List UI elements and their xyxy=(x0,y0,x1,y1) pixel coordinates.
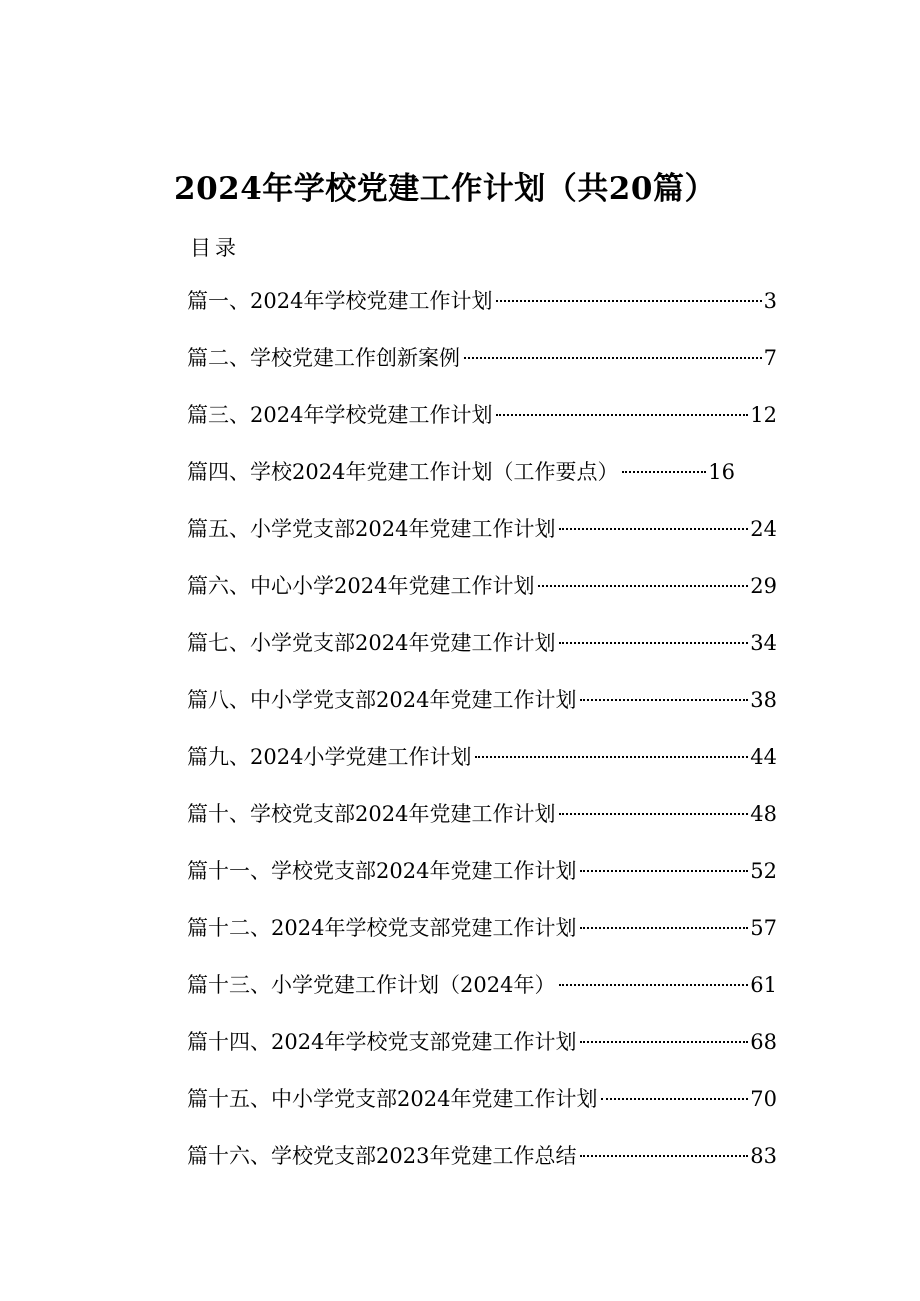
toc-entry-page-number: 68 xyxy=(750,1030,777,1054)
toc-entry[interactable] xyxy=(187,513,777,570)
dot-leader xyxy=(496,300,761,302)
toc-entry-title: 篇十三、小学党建工作计划（2024年） xyxy=(187,973,556,997)
toc-entry-page-number: 83 xyxy=(750,1144,777,1168)
dot-leader xyxy=(622,471,706,473)
dot-leader xyxy=(580,699,748,701)
toc-entry-title: 篇六、中心小学2024年党建工作计划 xyxy=(187,574,535,598)
toc-entry[interactable] xyxy=(187,1140,777,1197)
toc-entry-title: 篇十二、2024年学校党支部党建工作计划 xyxy=(187,916,577,940)
toc-entry[interactable] xyxy=(187,570,777,627)
toc-entry[interactable] xyxy=(187,912,777,969)
dot-leader xyxy=(559,984,748,986)
toc-entry-title: 篇十一、学校党支部2024年党建工作计划 xyxy=(187,859,577,883)
toc-entry-page-number: 34 xyxy=(750,631,777,655)
toc-entry-page-number: 44 xyxy=(750,745,777,769)
toc-entry-page-number: 24 xyxy=(750,517,777,541)
toc-entry[interactable] xyxy=(187,627,777,684)
dot-leader xyxy=(580,927,748,929)
dot-leader xyxy=(538,585,748,587)
toc-entry-page-number: 61 xyxy=(750,973,777,997)
toc-heading: 目录 xyxy=(190,236,240,260)
toc-entry-title: 篇九、2024小学党建工作计划 xyxy=(187,745,472,769)
dot-leader xyxy=(559,813,748,815)
toc-entry-page-number: 3 xyxy=(763,289,777,313)
toc-entry-title: 篇二、学校党建工作创新案例 xyxy=(187,346,460,370)
toc-entry[interactable] xyxy=(187,969,777,1026)
toc-entry[interactable] xyxy=(187,684,777,741)
dot-leader xyxy=(580,870,748,872)
toc-entry-page-number: 52 xyxy=(750,859,777,883)
toc-entry[interactable] xyxy=(187,855,777,912)
dot-leader xyxy=(475,756,748,758)
toc-entry-page-number: 12 xyxy=(750,403,777,427)
toc-entry-page-number: 16 xyxy=(708,460,735,484)
toc-entry-title: 篇一、2024年学校党建工作计划 xyxy=(187,289,493,313)
dot-leader xyxy=(580,1041,748,1043)
dot-leader xyxy=(496,414,748,416)
toc-entry[interactable] xyxy=(187,798,777,855)
toc-entry[interactable] xyxy=(187,399,777,456)
dot-leader xyxy=(559,642,748,644)
dot-leader xyxy=(580,1155,748,1157)
toc-entry-title: 篇五、小学党支部2024年党建工作计划 xyxy=(187,517,556,541)
toc-entry-title: 篇三、2024年学校党建工作计划 xyxy=(187,403,493,427)
toc-entry[interactable] xyxy=(187,456,735,513)
toc-entry[interactable] xyxy=(187,1026,777,1083)
toc-entry-page-number: 57 xyxy=(750,916,777,940)
toc-entry-page-number: 29 xyxy=(750,574,777,598)
toc-entry-title: 篇十五、中小学党支部2024年党建工作计划 xyxy=(187,1087,598,1111)
toc-entry[interactable] xyxy=(187,285,777,342)
dot-leader xyxy=(559,528,748,530)
toc-entry-page-number: 38 xyxy=(750,688,777,712)
toc-entry[interactable] xyxy=(187,1083,777,1140)
dot-leader xyxy=(601,1098,748,1100)
toc-entry-title: 篇十六、学校党支部2023年党建工作总结 xyxy=(187,1144,577,1168)
toc-entry-title: 篇四、学校2024年党建工作计划（工作要点） xyxy=(187,460,619,484)
toc-entry-title: 篇十四、2024年学校党支部党建工作计划 xyxy=(187,1030,577,1054)
toc-entry-page-number: 70 xyxy=(750,1087,777,1111)
toc-entry-page-number: 48 xyxy=(750,802,777,826)
toc-entry[interactable] xyxy=(187,741,777,798)
toc-entry-title: 篇十、学校党支部2024年党建工作计划 xyxy=(187,802,556,826)
toc-entry-title: 篇七、小学党支部2024年党建工作计划 xyxy=(187,631,556,655)
table-of-contents xyxy=(187,285,777,1197)
toc-entry[interactable] xyxy=(187,342,777,399)
toc-entry-title: 篇八、中小学党支部2024年党建工作计划 xyxy=(187,688,577,712)
document-title: 2024年学校党建工作计划（共20篇） xyxy=(174,170,716,207)
dot-leader xyxy=(464,357,762,359)
toc-entry-page-number: 7 xyxy=(763,346,777,370)
